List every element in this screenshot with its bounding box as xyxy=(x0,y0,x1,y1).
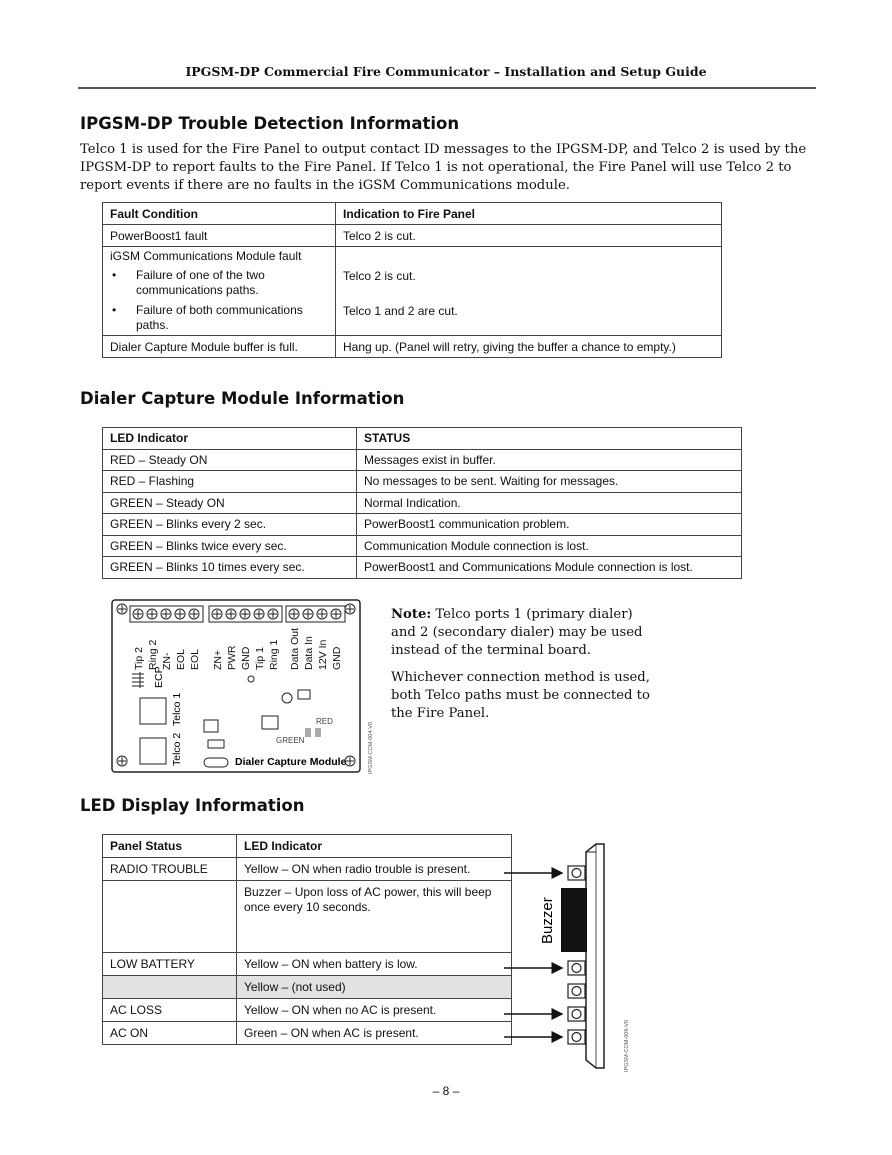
header-rule xyxy=(78,87,816,89)
led-lens xyxy=(572,964,581,973)
led-lens xyxy=(572,869,581,878)
table-cell: Normal Indication. xyxy=(357,492,742,514)
terminal-label: EOL xyxy=(189,648,201,670)
table-row xyxy=(103,449,742,471)
table-cell: PowerBoost1 fault xyxy=(103,225,336,247)
table-cell: AC LOSS xyxy=(103,999,237,1022)
table-row xyxy=(103,535,742,557)
terminal-label: EOL xyxy=(175,648,187,670)
table-cell: Hang up. (Panel will retry, giving the buffer a chance to empty.) xyxy=(336,336,722,358)
column-header: Panel Status xyxy=(103,835,237,858)
telco2-jack xyxy=(140,738,166,764)
table-row xyxy=(103,514,742,536)
table-row xyxy=(103,471,742,493)
table-cell: Dialer Capture Module buffer is full. xyxy=(103,336,336,358)
terminal-label: Ring 2 xyxy=(147,639,159,670)
indication-text: Telco 2 is cut. xyxy=(343,269,416,283)
terminal-label: GND xyxy=(331,646,343,670)
terminal-label: ZN- xyxy=(161,652,173,670)
section-heading-led: LED Display Information xyxy=(80,796,305,815)
table-cell: RADIO TROUBLE xyxy=(103,858,237,881)
bullet-icon: • xyxy=(112,303,117,317)
table-cell: GREEN – Blinks 10 times every sec. xyxy=(103,557,357,579)
red-led xyxy=(315,728,321,737)
indication-text: Telco 1 and 2 are cut. xyxy=(343,304,458,318)
note-label: Note: xyxy=(391,607,432,622)
panel-body xyxy=(586,844,604,1068)
table-row xyxy=(103,881,512,953)
terminal-label: Tip 1 xyxy=(254,647,266,670)
table-row xyxy=(103,492,742,514)
bullet-text: Failure of both communications paths. xyxy=(136,303,303,332)
terminal-label: PWR xyxy=(226,645,238,670)
led-panel-diagram xyxy=(500,836,636,1072)
terminal-label: ZN+ xyxy=(212,649,224,670)
led-lens xyxy=(572,987,581,996)
table-cell: Yellow – ON when radio trouble is present. xyxy=(237,858,512,881)
table-cell: GREEN – Steady ON xyxy=(103,492,357,514)
table-cell xyxy=(103,247,336,336)
table-cell: No messages to be sent. Waiting for messages. xyxy=(357,471,742,493)
note-block xyxy=(391,606,651,732)
table-cell: Green – ON when AC is present. xyxy=(237,1022,512,1045)
telco1-jack xyxy=(140,698,166,724)
buzzer-label: Buzzer xyxy=(539,897,556,944)
table-cell: Yellow – ON when no AC is present. xyxy=(237,999,512,1022)
table-cell xyxy=(103,881,237,953)
figure-code: IPGSM-COM-004-V0 xyxy=(368,722,374,774)
led-lens xyxy=(572,1010,581,1019)
table-row xyxy=(103,557,742,579)
table-cell: Yellow – ON when battery is low. xyxy=(237,953,512,976)
table-cell: GREEN – Blinks every 2 sec. xyxy=(103,514,357,536)
column-header: Indication to Fire Panel xyxy=(336,203,722,225)
table-cell: LOW BATTERY xyxy=(103,953,237,976)
green-led xyxy=(305,728,311,737)
red-led-label: RED xyxy=(316,717,333,726)
terminal-label: Data Out xyxy=(289,627,301,670)
table-cell: Messages exist in buffer. xyxy=(357,449,742,471)
section-heading-trouble: IPGSM-DP Trouble Detection Information xyxy=(80,114,460,133)
terminal-label: Ring 1 xyxy=(268,639,280,670)
table-row xyxy=(103,858,512,881)
telco1-label: Telco 1 xyxy=(171,692,183,726)
dialer-capture-module-diagram xyxy=(110,598,376,776)
table-cell: Telco 2 is cut. xyxy=(336,225,722,247)
bullet-text: Failure of one of the two communications paths. xyxy=(136,268,265,297)
led-lens xyxy=(572,1033,581,1042)
fault-title: iGSM Communications Module fault xyxy=(110,249,302,263)
table-row xyxy=(103,953,512,976)
intro-paragraph: Telco 1 is used for the Fire Panel to output contact ID messages to the IPGSM-DP, and Telco 2 is used by the IPGSM-DP to report faults to the Fire Panel. If Telco 1 is not operational, the Fire Panel will use Telco 2 to report events if there are no faults in the iGSM Communications module. xyxy=(80,142,807,193)
table-cell: GREEN – Blinks twice every sec. xyxy=(103,535,357,557)
note-paragraph xyxy=(391,606,651,660)
ecp-label: ECP xyxy=(153,666,165,688)
bullet-icon: • xyxy=(112,268,117,282)
terminal-label: Tip 2 xyxy=(133,647,145,670)
table-cell: PowerBoost1 and Communications Module connection is lost. xyxy=(357,557,742,579)
note-text: Telco ports 1 (primary dialer) and 2 (secondary dialer) may be used instead of the terminal board. xyxy=(391,607,643,658)
page-number: – 8 – xyxy=(432,1084,460,1098)
table-row xyxy=(103,999,512,1022)
section-heading-dialer: Dialer Capture Module Information xyxy=(80,389,405,408)
table-row xyxy=(103,1022,512,1045)
table-row xyxy=(103,976,512,999)
buzzer-block xyxy=(561,888,587,952)
terminal-label: GND xyxy=(240,646,252,670)
table-cell: PowerBoost1 communication problem. xyxy=(357,514,742,536)
table-cell: RED – Flashing xyxy=(103,471,357,493)
table-cell: Communication Module connection is lost. xyxy=(357,535,742,557)
trouble-table xyxy=(102,202,722,358)
table-cell: Buzzer – Upon loss of AC power, this will beep once every 10 seconds. xyxy=(237,881,512,953)
column-header: LED Indicator xyxy=(103,428,357,450)
table-cell xyxy=(336,247,722,336)
column-header: STATUS xyxy=(357,428,742,450)
module-title: Dialer Capture Module xyxy=(235,756,347,768)
terminal-label: Data In xyxy=(303,636,315,670)
dialer-led-table xyxy=(102,427,742,579)
green-led-label: GREEN xyxy=(276,736,305,745)
terminal-label: 12V In xyxy=(317,639,329,670)
telco2-label: Telco 2 xyxy=(171,732,183,766)
figure-code: IPGSM-COM-006-V0 xyxy=(624,1020,630,1072)
table-cell: RED – Steady ON xyxy=(103,449,357,471)
table-cell xyxy=(103,976,237,999)
note-paragraph: Whichever connection method is used, both Telco paths must be connected to the Fire Panel. xyxy=(391,670,650,721)
running-header: IPGSM-DP Commercial Fire Communicator – Installation and Setup Guide xyxy=(185,64,707,79)
table-cell: AC ON xyxy=(103,1022,237,1045)
led-display-table xyxy=(102,834,512,1045)
column-header: Fault Condition xyxy=(103,203,336,225)
table-cell: Yellow – (not used) xyxy=(237,976,512,999)
column-header: LED Indicator xyxy=(237,835,512,858)
